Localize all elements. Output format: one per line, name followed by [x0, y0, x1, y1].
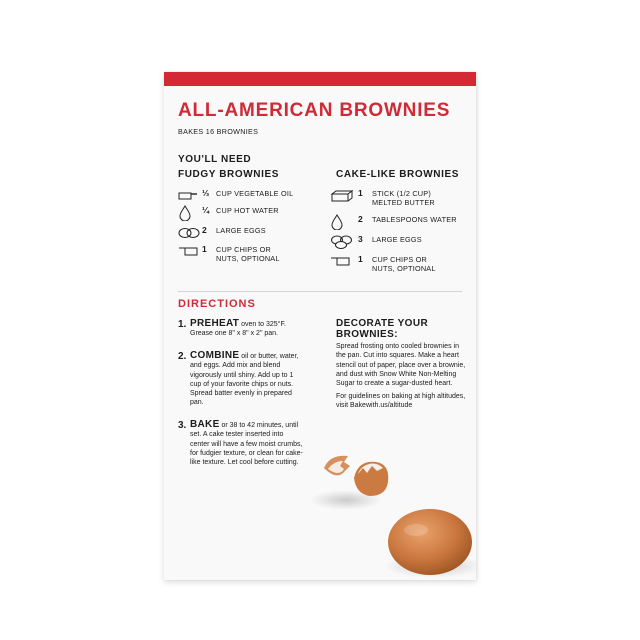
ingredient-text: CUP CHIPS OR NUTS, OPTIONAL — [216, 245, 280, 263]
ingredient-text: LARGE EGGS — [372, 235, 422, 244]
you-need-heading: YOU'LL NEED — [178, 154, 252, 165]
eggs-photo — [284, 448, 476, 580]
step-keyword: BAKE — [190, 419, 220, 430]
section-divider — [178, 291, 462, 292]
eggs-icon — [330, 235, 358, 249]
ingredient-qty: 1 — [358, 188, 363, 198]
direction-step-1 — [178, 319, 304, 339]
step-text: oven to 325°F. Grease one 8" x 8" x 2" pan. — [190, 321, 286, 338]
recipe-yield: BAKES 16 BROWNIES — [178, 127, 259, 136]
water-drop-icon — [178, 206, 202, 220]
butter-stick-icon — [330, 189, 358, 203]
ingredient-qty: ⅓ — [202, 188, 210, 198]
decorate-heading: DECORATE YOUR BROWNIES: — [336, 318, 429, 340]
altitude-note: For guidelines on baking at high altitudes, visit Bakewith.us/altitude — [336, 393, 466, 410]
ingredient-text: CUP CHIPS OR NUTS, OPTIONAL — [372, 255, 436, 273]
cake-ingredient-water — [330, 215, 476, 229]
recipe-box-back — [164, 72, 476, 580]
ingredient-qty: 2 — [202, 225, 207, 235]
step-number: 3. — [178, 420, 187, 431]
eggs-icon — [178, 226, 202, 240]
ingredient-text: CUP HOT WATER — [216, 206, 279, 215]
decorate-text: Spread frosting onto cooled brownies in the pan. Cut into squares. Make a heart stencil out of paper, place over a brownie, and dust with Snow White Non-Melting Sugar to create a sugar-dusted heart. — [336, 343, 466, 388]
ingredient-text: LARGE EGGS — [216, 226, 266, 235]
step-number: 2. — [178, 351, 187, 362]
ingredient-text: STICK (1/2 CUP) MELTED BUTTER — [372, 189, 435, 207]
top-red-band — [164, 72, 476, 86]
ingredient-qty: 2 — [358, 214, 363, 224]
step-text: or 38 to 42 minutes, until set. A cake tester inserted into center will have a few moist crumbs, for fudgier texture, or clean for cake-like texture. Let cool before cutting. — [190, 422, 303, 467]
direction-step-2 — [178, 351, 304, 408]
ingredient-qty: 3 — [358, 234, 363, 244]
cake-ingredient-chips — [330, 255, 452, 273]
fudgy-ingredient-oil — [178, 189, 326, 203]
fudgy-brownies-heading: FUDGY BROWNIES — [178, 169, 279, 180]
fudgy-ingredient-chips — [178, 245, 296, 263]
ingredient-text: TABLESPOONS WATER — [372, 215, 457, 224]
step-text: oil or butter, water, and eggs. Add mix and blend vigorously until shiny. Add up to 1 cup of your favorite chips or nuts. Spread batter evenly in prepared pan. — [190, 353, 299, 407]
water-drop-icon — [330, 215, 358, 229]
fudgy-ingredient-water — [178, 206, 326, 220]
measuring-cup-icon — [178, 245, 202, 259]
measuring-cup-icon — [330, 255, 358, 269]
ingredient-text: CUP VEGETABLE OIL — [216, 189, 294, 198]
cake-like-brownies-heading: CAKE-LIKE BROWNIES — [336, 169, 460, 180]
ingredient-qty: 1 — [202, 244, 207, 254]
cake-ingredient-eggs — [330, 235, 476, 249]
step-keyword: COMBINE — [190, 350, 240, 361]
cake-ingredient-butter — [330, 189, 452, 207]
ingredient-qty: 1 — [358, 254, 363, 264]
step-number: 1. — [178, 319, 187, 330]
ingredient-qty: ¼ — [202, 205, 210, 215]
recipe-title: ALL-AMERICAN BROWNIES — [178, 100, 451, 121]
measuring-cup-icon — [178, 189, 202, 203]
step-keyword: PREHEAT — [190, 318, 240, 329]
fudgy-ingredient-eggs — [178, 226, 326, 240]
directions-heading: DIRECTIONS — [178, 298, 256, 310]
